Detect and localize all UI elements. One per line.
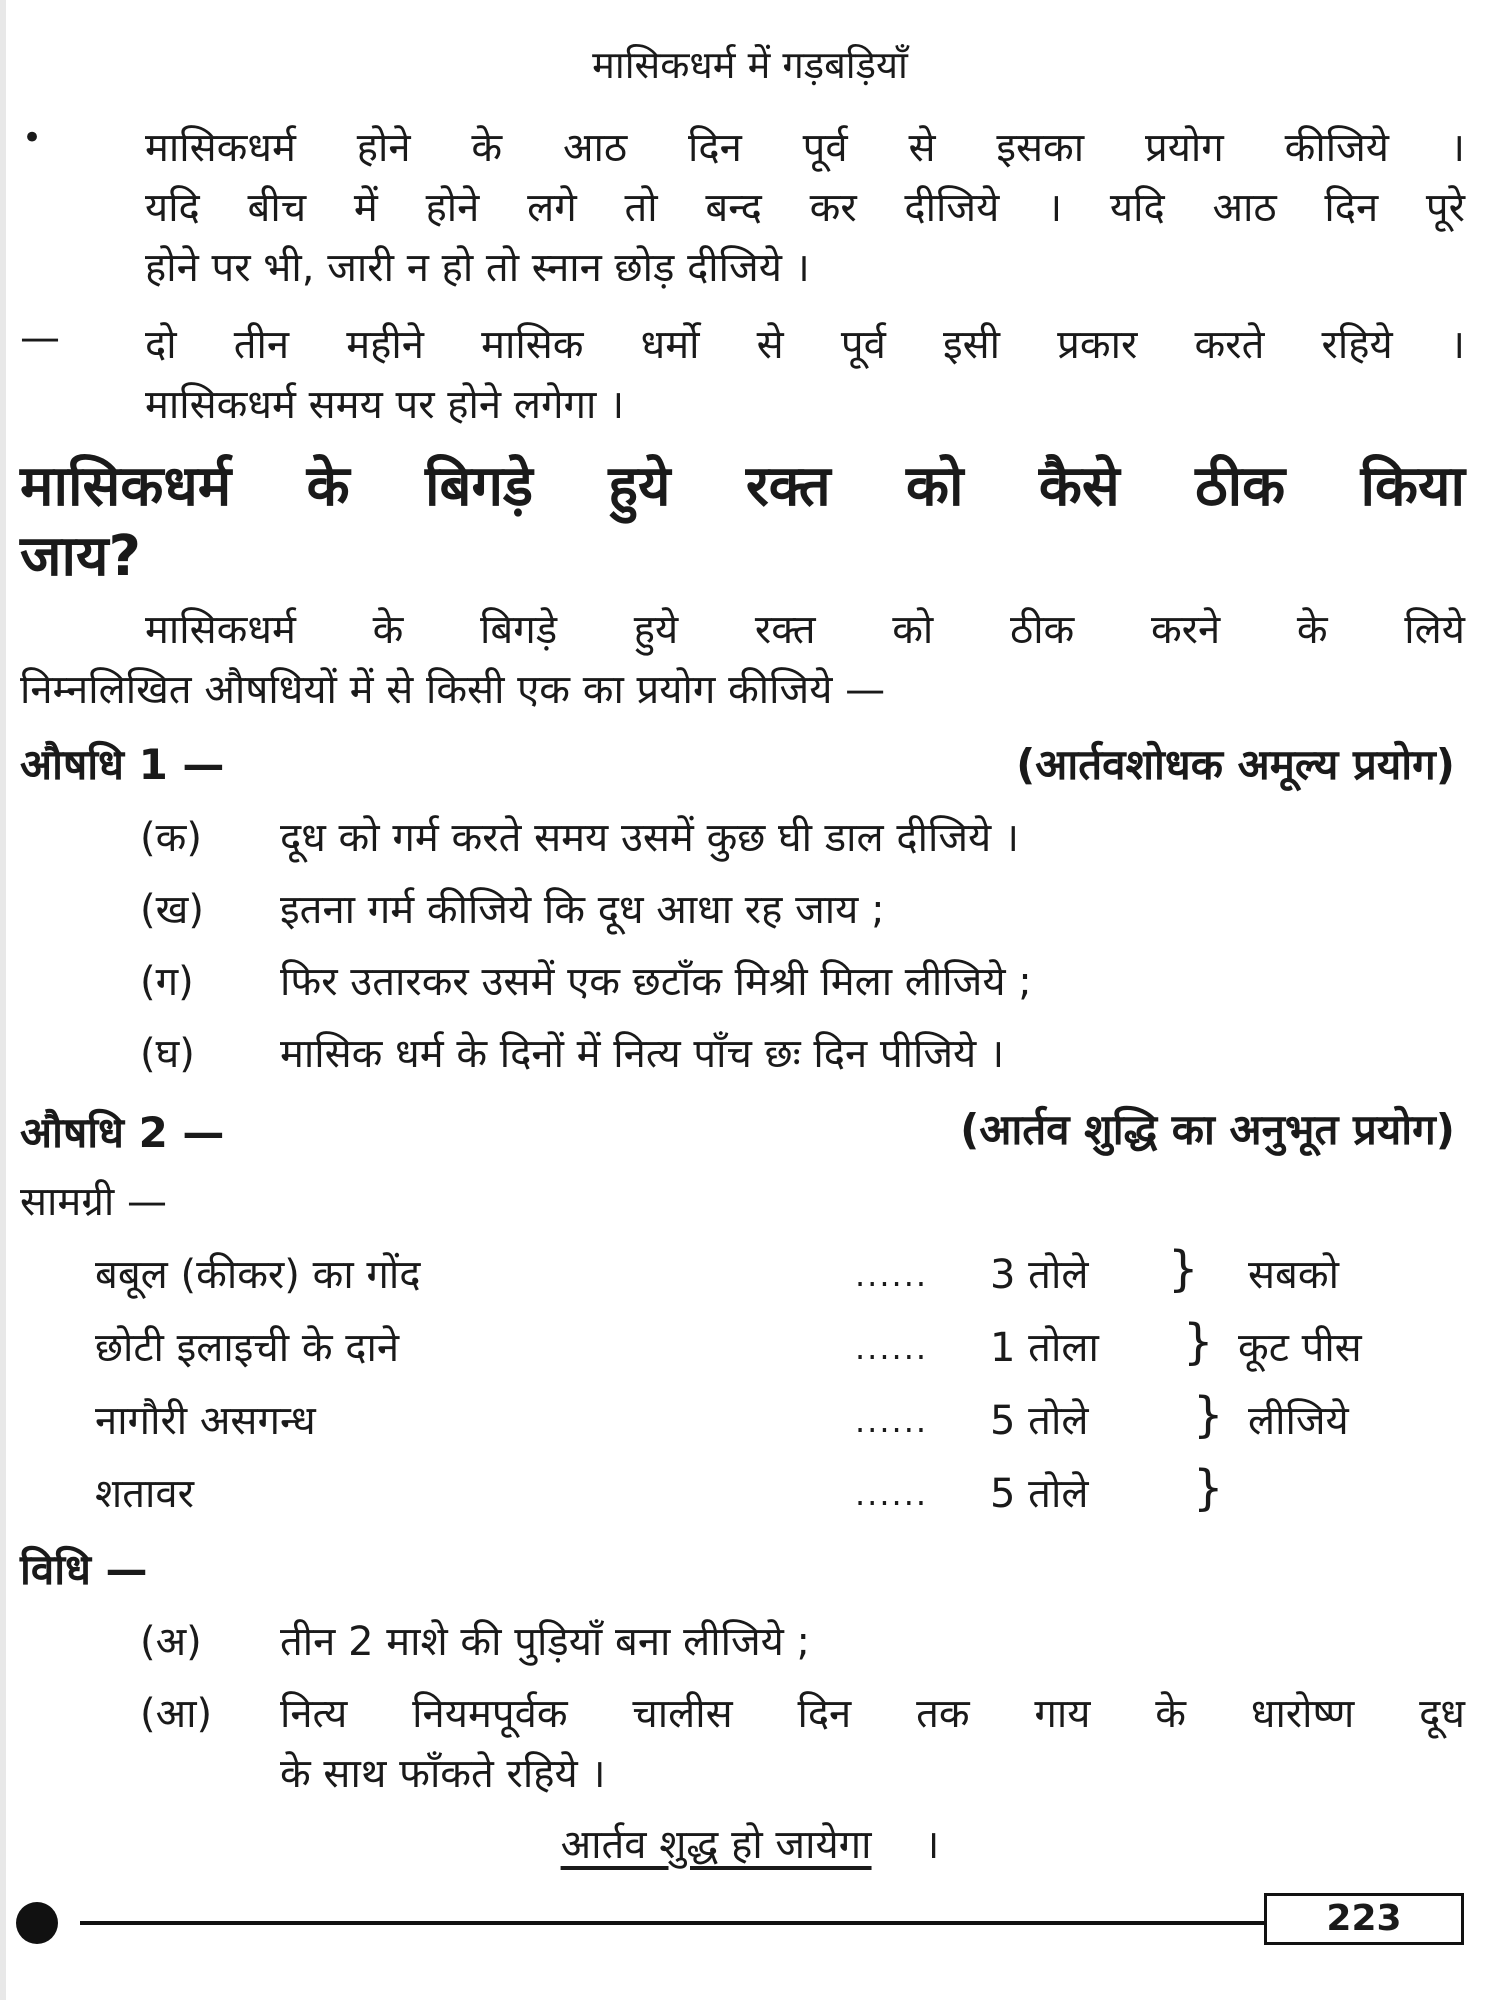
preparation-note: कूट पीस <box>1238 1325 1362 1371</box>
step-marker: (ग) <box>140 959 194 1005</box>
result-text: आर्तव शुद्ध हो जायेगा <box>560 1822 872 1868</box>
intro-line: यदि बीच में होने लगे तो बन्द कर दीजिये । यदि आठ दिन पूरे <box>145 185 1465 231</box>
step-text: मासिक धर्म के दिनों में नित्य पाँच छः दिन पीजिये । <box>280 1031 1005 1077</box>
remedy-2-title: (आर्तव शुद्धि का अनुभूत प्रयोग) <box>960 1105 1455 1154</box>
section-heading: मासिकधर्म के बिगड़े हुये रक्त को कैसे ठीक किया <box>20 454 1465 519</box>
ingredient-name: छोटी इलाइची के दाने <box>95 1325 400 1371</box>
intro-line: मासिकधर्म समय पर होने लगेगा । <box>145 382 625 428</box>
ingredient-name: बबूल (कीकर) का गोंद <box>95 1252 421 1298</box>
leader-dots: ...... <box>855 1475 929 1513</box>
intro-line: दो तीन महीने मासिक धर्मो से पूर्व इसी प्रकार करते रहिये । <box>145 322 1465 368</box>
brace: } <box>1168 1241 1199 1297</box>
preparation-note: सबको <box>1248 1252 1339 1298</box>
step-marker: (क) <box>140 815 202 861</box>
ingredient-name: नागौरी असगन्ध <box>95 1398 316 1444</box>
brace: } <box>1183 1314 1214 1370</box>
footer-rule <box>80 1921 1264 1925</box>
step-text: दूध को गर्म करते समय उसमें कुछ घी डाल दीजिये । <box>280 815 1020 861</box>
ingredient-quantity: 5 तोले <box>990 1398 1089 1444</box>
remedy-2-label: औषधि 2 — <box>20 1108 225 1157</box>
leader-dots: ...... <box>855 1329 929 1367</box>
result-end-mark: । <box>924 1822 940 1868</box>
page-number: 223 <box>1264 1893 1464 1945</box>
intro-line: होने पर भी, जारी न हो तो स्नान छोड़ दीजिये । <box>145 245 810 291</box>
leader-dots: ...... <box>855 1256 929 1294</box>
brace: } <box>1193 1387 1224 1443</box>
ingredient-name: शतावर <box>95 1471 194 1517</box>
ingredient-quantity: 1 तोला <box>990 1325 1099 1371</box>
ingredient-quantity: 3 तोले <box>990 1252 1089 1298</box>
section-paragraph: निम्नलिखित औषधियों में से किसी एक का प्रयोग कीजिये — <box>20 667 886 713</box>
bullet-marker: • <box>22 118 43 158</box>
remedy-1-label: औषधि 1 — <box>20 740 225 789</box>
running-header: मासिकधर्म में गड़बड़ियाँ <box>592 43 908 87</box>
method-step-text: तीन 2 माशे की पुड़ियाँ बना लीजिये ; <box>280 1619 811 1665</box>
leader-dots: ...... <box>855 1402 929 1440</box>
section-heading-continued: जाय? <box>20 524 142 589</box>
ingredient-quantity: 5 तोले <box>990 1471 1089 1517</box>
method-step-marker: (आ) <box>140 1691 213 1737</box>
method-label: विधि — <box>20 1545 148 1594</box>
footer-bullet <box>16 1902 58 1944</box>
step-marker: (ख) <box>140 887 204 933</box>
step-text: फिर उतारकर उसमें एक छटाँक मिश्री मिला लीजिये ; <box>280 959 1032 1005</box>
method-step-marker: (अ) <box>140 1619 202 1665</box>
method-step-text: के साथ फाँकते रहिये । <box>280 1751 606 1797</box>
preparation-note: लीजिये <box>1248 1398 1349 1444</box>
brace: } <box>1193 1460 1224 1516</box>
step-text: इतना गर्म कीजिये कि दूध आधा रह जाय ; <box>280 887 885 933</box>
step-marker: (घ) <box>140 1031 195 1077</box>
intro-line: मासिकधर्म होने के आठ दिन पूर्व से इसका प्रयोग कीजिये । <box>145 125 1465 171</box>
scan-shadow-edge <box>0 0 6 2000</box>
method-step-text: नित्य नियमपूर्वक चालीस दिन तक गाय के धारोष्ण दूध <box>280 1691 1465 1737</box>
result-statement <box>0 1815 1500 1870</box>
section-paragraph: मासिकधर्म के बिगड़े हुये रक्त को ठीक करने के लिये <box>145 607 1465 653</box>
dash-marker: — <box>20 315 60 361</box>
materials-label: सामग्री — <box>20 1179 167 1225</box>
remedy-1-title: (आर्तवशोधक अमूल्य प्रयोग) <box>1016 740 1455 789</box>
